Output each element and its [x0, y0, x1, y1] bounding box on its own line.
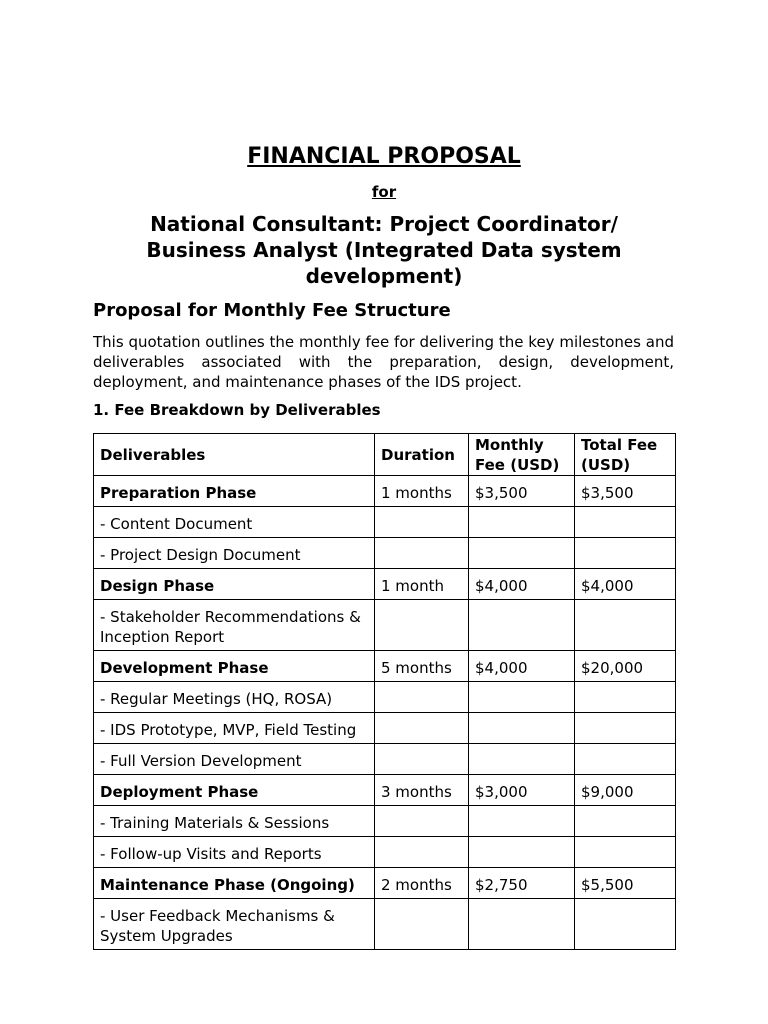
monthly-fee-cell: [469, 899, 575, 950]
duration-cell: [375, 899, 469, 950]
deliverable-cell: - User Feedback Mechanisms & System Upgrades: [94, 899, 375, 950]
table-row: [94, 806, 676, 837]
header-total-fee: Total Fee (USD): [575, 434, 676, 476]
duration-cell: [375, 682, 469, 713]
total-fee-cell: [575, 682, 676, 713]
subsection-heading: 1. Fee Breakdown by Deliverables: [93, 401, 381, 419]
deliverable-cell: - Follow-up Visits and Reports: [94, 837, 375, 868]
total-fee-cell: [575, 806, 676, 837]
monthly-fee-cell: $3,000: [469, 775, 575, 806]
monthly-fee-cell: $4,000: [469, 651, 575, 682]
deliverable-cell: - Project Design Document: [94, 538, 375, 569]
monthly-fee-cell: [469, 682, 575, 713]
monthly-fee-cell: $2,750: [469, 868, 575, 899]
table-row: [94, 651, 676, 682]
total-fee-cell: [575, 538, 676, 569]
duration-cell: [375, 538, 469, 569]
table-row: [94, 476, 676, 507]
deliverable-cell: Preparation Phase: [94, 476, 375, 507]
total-fee-cell: $9,000: [575, 775, 676, 806]
table-row: [94, 775, 676, 806]
monthly-fee-cell: [469, 507, 575, 538]
total-fee-cell: $3,500: [575, 476, 676, 507]
table-row: [94, 600, 676, 651]
table-header-row: [94, 434, 676, 476]
intro-paragraph: This quotation outlines the monthly fee for delivering the key milestones and deliverables associated with the preparation, design, development, deployment, and maintenance phases of the IDS project.: [93, 333, 674, 391]
deliverable-cell: - Content Document: [94, 507, 375, 538]
header-deliverables: Deliverables: [94, 434, 375, 476]
duration-cell: 5 months: [375, 651, 469, 682]
duration-cell: [375, 744, 469, 775]
table-row: [94, 868, 676, 899]
duration-cell: 3 months: [375, 775, 469, 806]
total-fee-cell: $4,000: [575, 569, 676, 600]
total-fee-cell: [575, 899, 676, 950]
duration-cell: [375, 837, 469, 868]
table-row: [94, 899, 676, 950]
total-fee-cell: [575, 744, 676, 775]
header-duration: Duration: [375, 434, 469, 476]
table-row: [94, 507, 676, 538]
duration-cell: 1 months: [375, 476, 469, 507]
deliverable-cell: Design Phase: [94, 569, 375, 600]
deliverable-cell: - IDS Prototype, MVP, Field Testing: [94, 713, 375, 744]
table-row: [94, 569, 676, 600]
monthly-fee-cell: [469, 538, 575, 569]
for-label: for: [371, 183, 397, 201]
monthly-fee-cell: [469, 713, 575, 744]
monthly-fee-cell: [469, 744, 575, 775]
duration-cell: 2 months: [375, 868, 469, 899]
total-fee-cell: [575, 713, 676, 744]
total-fee-cell: $20,000: [575, 651, 676, 682]
document-subtitle: National Consultant: Project Coordinator/ Business Analyst (Integrated Data system development): [146, 212, 622, 288]
total-fee-cell: [575, 507, 676, 538]
deliverable-cell: Maintenance Phase (Ongoing): [94, 868, 375, 899]
header-monthly-fee: Monthly Fee (USD): [469, 434, 575, 476]
duration-cell: [375, 600, 469, 651]
duration-cell: [375, 806, 469, 837]
monthly-fee-cell: $3,500: [469, 476, 575, 507]
table-row: [94, 538, 676, 569]
monthly-fee-cell: [469, 837, 575, 868]
total-fee-cell: [575, 600, 676, 651]
deliverable-cell: - Regular Meetings (HQ, ROSA): [94, 682, 375, 713]
deliverable-cell: Deployment Phase: [94, 775, 375, 806]
duration-cell: 1 month: [375, 569, 469, 600]
table-row: [94, 744, 676, 775]
fee-breakdown-table: [93, 433, 676, 950]
document-title: FINANCIAL PROPOSAL: [247, 144, 521, 169]
table-row: [94, 837, 676, 868]
deliverable-cell: Development Phase: [94, 651, 375, 682]
monthly-fee-cell: [469, 806, 575, 837]
duration-cell: [375, 713, 469, 744]
deliverable-cell: - Training Materials & Sessions: [94, 806, 375, 837]
monthly-fee-cell: [469, 600, 575, 651]
deliverable-cell: - Full Version Development: [94, 744, 375, 775]
table-row: [94, 713, 676, 744]
monthly-fee-cell: $4,000: [469, 569, 575, 600]
deliverable-cell: - Stakeholder Recommendations & Inception Report: [94, 600, 375, 651]
duration-cell: [375, 507, 469, 538]
total-fee-cell: $5,500: [575, 868, 676, 899]
total-fee-cell: [575, 837, 676, 868]
section-heading: Proposal for Monthly Fee Structure: [93, 300, 451, 321]
table-row: [94, 682, 676, 713]
